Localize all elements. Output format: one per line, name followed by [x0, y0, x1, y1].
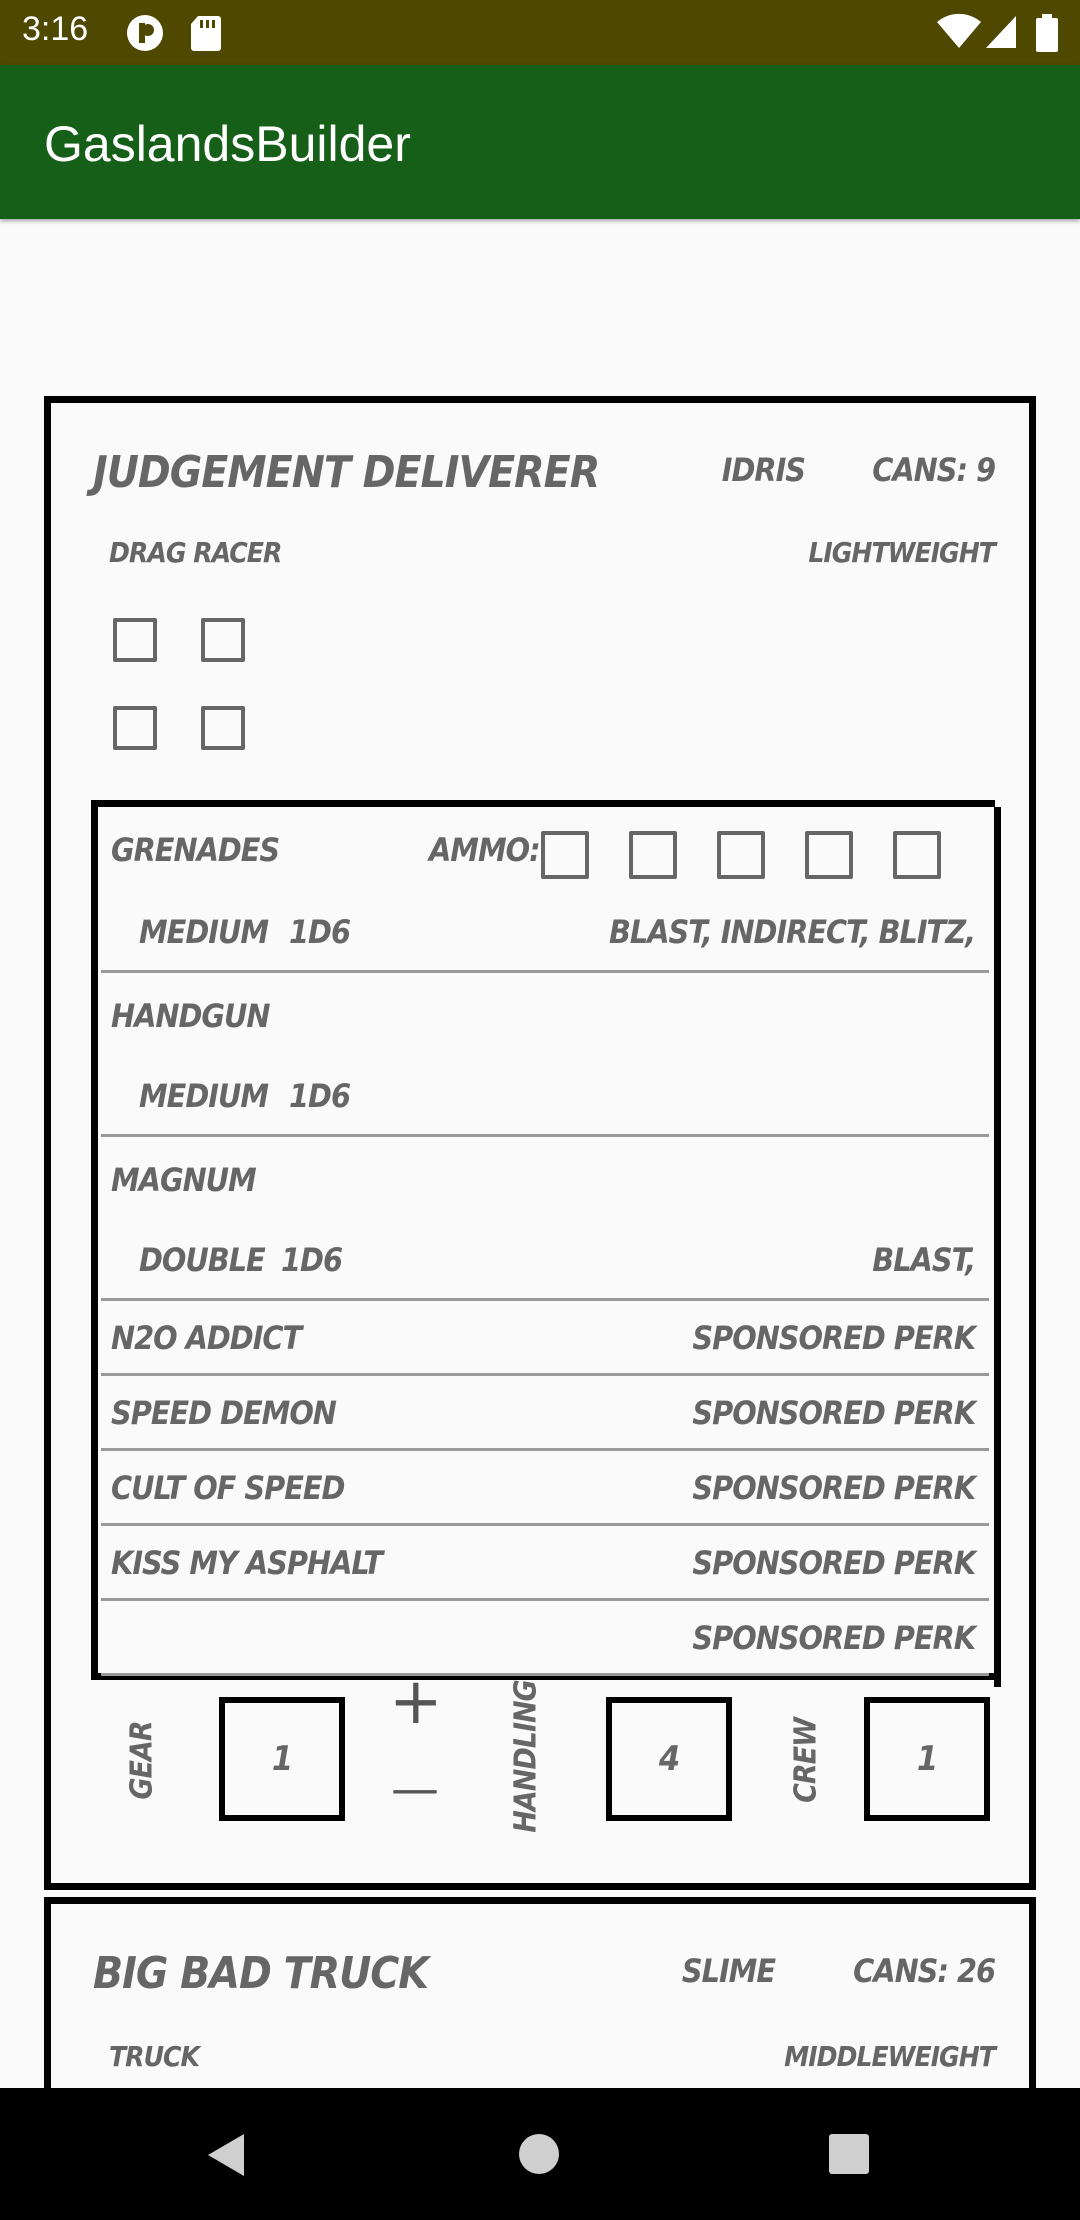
- crew-value: [864, 1697, 990, 1821]
- perk-source: SPONSORED PERK: [692, 1319, 975, 1357]
- weapon-dice: 1D6: [289, 1077, 350, 1115]
- perk-source: SPONSORED PERK: [692, 1544, 975, 1582]
- weapon-row[interactable]: [101, 1137, 989, 1301]
- hull-checkbox[interactable]: [201, 618, 245, 662]
- ammo-checkbox[interactable]: [541, 831, 589, 879]
- handling-value: [606, 1697, 732, 1821]
- vehicle-type: DRAG RACER: [109, 536, 282, 569]
- app-bar: [0, 65, 1080, 219]
- vehicle-name: JUDGEMENT DELIVERER: [93, 447, 600, 498]
- weapon-range: MEDIUM: [139, 1077, 268, 1115]
- status-time: 3:16: [22, 10, 89, 48]
- perk-source: SPONSORED PERK: [692, 1619, 975, 1657]
- perk-row[interactable]: [101, 1376, 989, 1451]
- crew-number: 1: [916, 1739, 938, 1779]
- ammo-checkbox[interactable]: [717, 831, 765, 879]
- navigation-bar: [0, 2088, 1080, 2220]
- gear-decrease-button[interactable]: —: [391, 1761, 439, 1817]
- wifi-icon: [936, 14, 982, 55]
- weapon-range: DOUBLE: [139, 1241, 265, 1279]
- perk-source: SPONSORED PERK: [692, 1469, 975, 1507]
- ammo-label: AMMO:: [429, 831, 540, 869]
- perk-name: CULT OF SPEED: [111, 1469, 345, 1507]
- status-bar: [0, 0, 1080, 65]
- sd-card-icon: [190, 14, 222, 57]
- weapon-name: MAGNUM: [111, 1161, 256, 1199]
- gear-value[interactable]: [219, 1697, 345, 1821]
- handling-number: 4: [658, 1739, 680, 1779]
- perk-row[interactable]: [101, 1526, 989, 1601]
- driver-name: IDRIS: [721, 451, 805, 489]
- ammo-checkbox[interactable]: [629, 831, 677, 879]
- gear-number: 1: [271, 1739, 293, 1779]
- weapon-row[interactable]: [101, 807, 989, 973]
- perk-source: SPONSORED PERK: [692, 1394, 975, 1432]
- vehicle-list[interactable]: [0, 219, 1080, 2073]
- cans-cost: CANS: 9: [872, 451, 995, 489]
- vehicle-type: TRUCK: [109, 2040, 200, 2073]
- loadout-panel: [91, 800, 995, 1680]
- weapon-row[interactable]: [101, 973, 989, 1137]
- gear-label: GEAR: [124, 1721, 160, 1800]
- weapon-name: GRENADES: [111, 831, 280, 869]
- weapon-dice: 1D6: [289, 913, 350, 951]
- handling-label: HANDLING: [508, 1680, 544, 1833]
- weapon-name: HANDGUN: [111, 997, 270, 1035]
- app-title: GaslandsBuilder: [44, 116, 411, 172]
- vehicle-weight: MIDDLEWEIGHT: [784, 2040, 995, 2073]
- gear-increase-button[interactable]: +: [389, 1665, 443, 1739]
- back-icon[interactable]: [204, 2132, 248, 2183]
- vehicle-name: BIG BAD TRUCK: [93, 1948, 428, 1999]
- driver-name: SLIME: [681, 1952, 775, 1990]
- signal-icon: [984, 14, 1018, 55]
- vehicle-card[interactable]: [44, 1897, 1036, 2097]
- ammo-checkbox[interactable]: [893, 831, 941, 879]
- notification-icon: [126, 14, 164, 57]
- vehicle-card[interactable]: [44, 396, 1036, 1890]
- battery-icon: [1036, 14, 1058, 57]
- perk-row[interactable]: [101, 1301, 989, 1376]
- crew-label: CREW: [788, 1718, 824, 1803]
- vehicle-weight: LIGHTWEIGHT: [808, 536, 995, 569]
- hull-checkbox[interactable]: [113, 706, 157, 750]
- perk-row[interactable]: [101, 1451, 989, 1526]
- weapon-rules: BLAST,: [872, 1241, 975, 1279]
- perk-row[interactable]: [101, 1601, 989, 1676]
- home-icon[interactable]: [518, 2133, 560, 2180]
- weapon-range: MEDIUM: [139, 913, 268, 951]
- weapon-rules: BLAST, INDIRECT, BLITZ,: [608, 913, 975, 951]
- perk-name: SPEED DEMON: [111, 1394, 336, 1432]
- hull-checkbox[interactable]: [113, 618, 157, 662]
- weapon-dice: 1D6: [281, 1241, 342, 1279]
- perk-name: N2O ADDICT: [111, 1319, 302, 1357]
- ammo-checkbox[interactable]: [805, 831, 853, 879]
- overview-icon[interactable]: [829, 2134, 869, 2179]
- hull-checkbox[interactable]: [201, 706, 245, 750]
- perk-name: KISS MY ASPHALT: [111, 1544, 383, 1582]
- cans-cost: CANS: 26: [853, 1952, 995, 1990]
